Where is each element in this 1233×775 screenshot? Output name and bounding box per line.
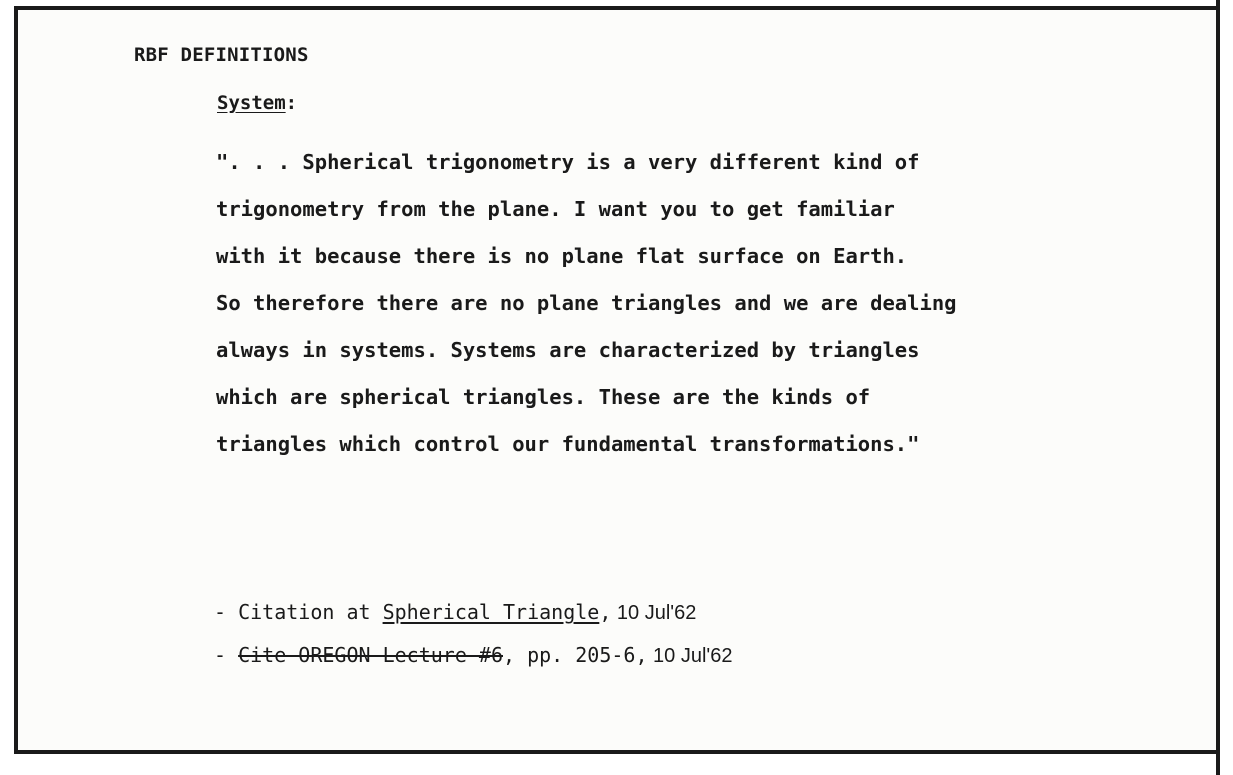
citation-prefix: - Citation at	[214, 600, 383, 624]
quote-line: which are spherical triangles. These are the kinds of	[216, 385, 871, 409]
citation-link[interactable]: Spherical Triangle	[382, 600, 600, 624]
citation-prefix: -	[214, 643, 239, 667]
citation-date: 10 Jul'62	[611, 602, 697, 624]
citation-date: 10 Jul'62	[647, 645, 733, 667]
quote-line: with it because there is no plane flat surface on Earth.	[216, 244, 908, 268]
definition-quote	[216, 139, 957, 468]
quote-line: trigonometry from the plane. I want you to get familiar	[216, 197, 895, 221]
corner-mark	[14, 712, 24, 738]
citation-line	[214, 643, 733, 668]
quote-line: always in systems. Systems are characterized by triangles	[216, 338, 920, 362]
term-colon: :	[285, 92, 298, 114]
quote-line: ". . . Spherical trigonometry is a very different kind of	[216, 150, 920, 174]
card-right-edge	[1216, 0, 1220, 775]
term-label	[217, 92, 297, 114]
citation-struck-text: Cite OREGON Lecture #6	[238, 643, 503, 667]
quote-line: So therefore there are no plane triangles and we are dealing	[216, 291, 957, 315]
citation-line	[214, 600, 696, 625]
citation-pages: , pp. 205-6,	[503, 643, 648, 667]
term-name: System	[217, 92, 286, 114]
quote-line: triangles which control our fundamental transformations."	[216, 432, 920, 456]
citation-suffix: ,	[599, 600, 612, 624]
card-heading: RBF DEFINITIONS	[134, 44, 309, 66]
